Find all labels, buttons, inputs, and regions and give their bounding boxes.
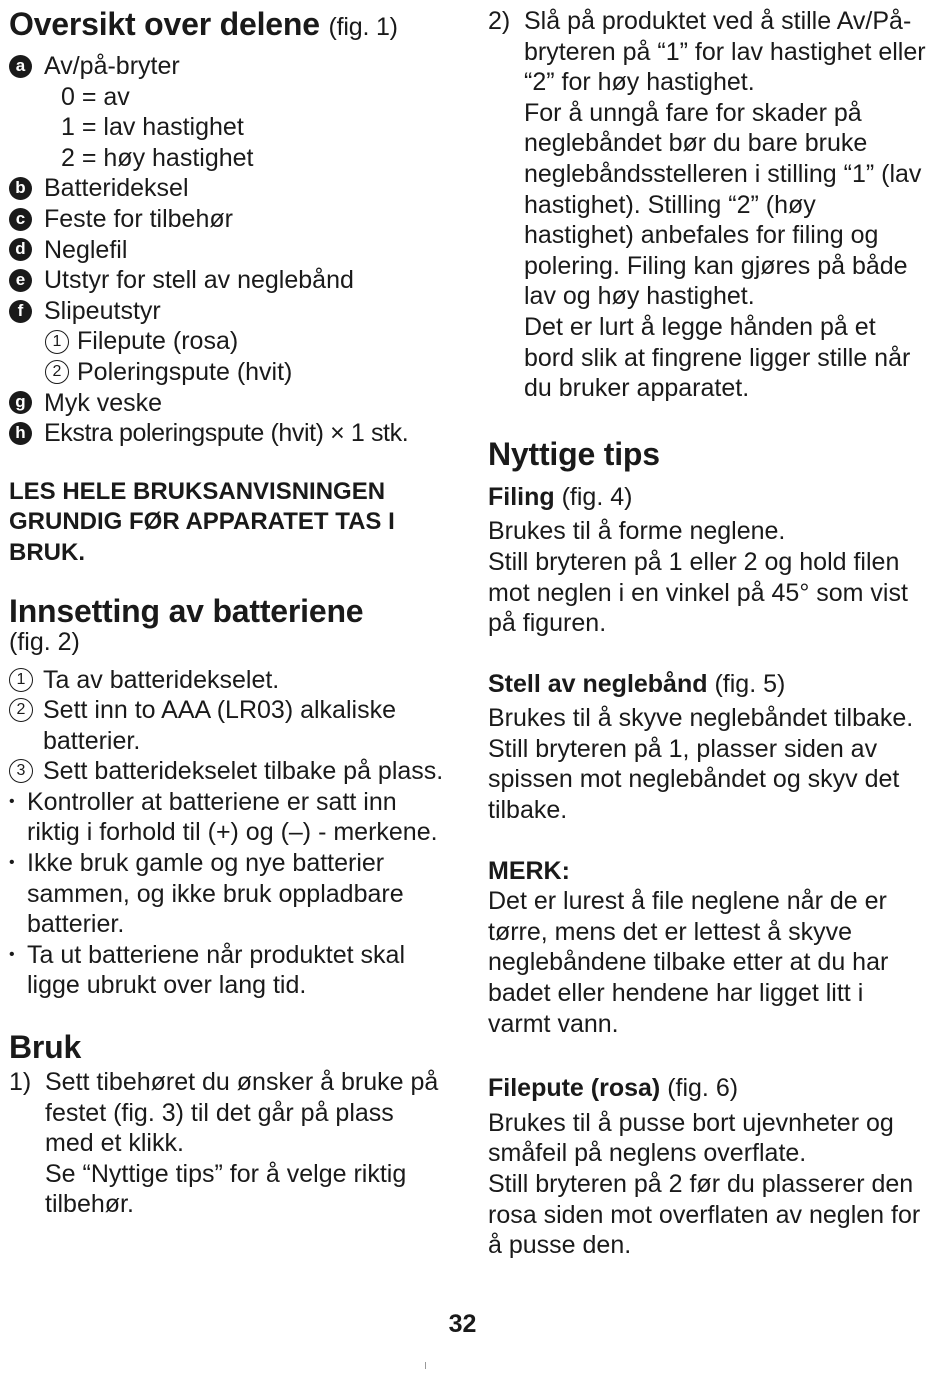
list-item: • Kontroller at batteriene er satt inn riktig i forhold til (+) og (–) - merkene. — [9, 787, 438, 847]
circled-number-icon: 2 — [9, 698, 33, 722]
part-item: a Av/på-bryter — [9, 51, 449, 82]
list-item: • Ta ut batteriene når produktet skal ligge ubrukt over lang tid. — [9, 940, 406, 1000]
badge-icon: d — [9, 238, 32, 261]
page-number: 32 — [448, 1310, 477, 1338]
use-step-2: 2) Slå på produktet ved å stille Av/På-bryteren på “1” for lav hastighet eller “2” for høy hastighet. For å unngå fare for skader på neglebåndet bør du bare bruke neglebåndsstelleren i stilling “1” (lav hastighet). Stilling “2” (høy hastighet) anbefales for filing og polering. Filing kan gjøres på både lav og høy hastighet. Det er lurt å legge hånden på et bord slik at fingrene ligger stille når du bruker apparatet. — [488, 7, 926, 403]
badge-icon: a — [9, 55, 32, 78]
pad-heading: Filepute (rosa) (fig. 6) — [488, 1074, 739, 1103]
list-item: • Ikke bruk gamle og nye batterier sammen, og ikke bruk oppladbare batterier. — [9, 849, 404, 939]
bullet-icon: • — [9, 854, 15, 872]
circled-number-icon: 1 — [45, 330, 69, 354]
circled-number-icon: 1 — [9, 668, 33, 692]
use-step-1: 1) Sett tibehøret du ønsker å bruke på festet (fig. 3) til det går på plass med et klikk. Se “Nyttige tips” for å velge riktig tilbehør. — [9, 1068, 439, 1219]
part-item: h Ekstra poleringspute (hvit) × 1 stk. — [9, 418, 449, 449]
part-item: f Slipeutstyr — [9, 296, 449, 327]
part-item: e Utstyr for stell av neglebånd — [9, 265, 449, 296]
sanding-item: 1 Filepute (rosa) — [9, 326, 449, 357]
badge-icon: b — [9, 177, 32, 200]
part-item: g Myk veske — [9, 388, 449, 419]
part-item: d Neglefil — [9, 235, 449, 266]
bullet-icon: • — [9, 945, 15, 963]
right-column — [488, 6, 928, 1261]
switch-position: 1 = lav hastighet — [61, 113, 244, 142]
note-text: Det er lurest å file neglene når de er tørre, mens det er lettest å skyve neglebåndene tilbake etter at du har badet eller hendene har ligget litt i varmt vann. — [488, 887, 889, 1038]
list-item: 1 Ta av batteridekselet. — [9, 665, 449, 696]
battery-steps — [9, 665, 449, 1002]
sanding-item: 2 Poleringspute (hvit) — [9, 357, 449, 388]
filing-text: Brukes til å forme neglene. Still bryteren på 1 eller 2 og hold filen mot neglen i en vinkel på 45° som vist på figuren. — [488, 517, 908, 638]
bullet-icon: • — [9, 792, 15, 810]
badge-icon: h — [9, 422, 32, 445]
part-item: b Batterideksel — [9, 173, 449, 204]
note-heading: MERK: — [488, 856, 570, 885]
badge-icon: g — [9, 391, 32, 414]
badge-icon: e — [9, 269, 32, 292]
pad-text: Brukes til å pusse bort ujevnheter og småfeil på neglens overflate. Still bryteren på 2 før du plasserer den rosa siden mot overflaten av neglen for å pusse den. — [488, 1108, 921, 1260]
badge-icon: f — [9, 300, 32, 323]
tips-heading: Nyttige tips — [488, 435, 660, 472]
parts-list — [9, 51, 449, 449]
cuticle-heading: Stell av neglebånd (fig. 5) — [488, 669, 786, 698]
filing-heading: Filing (fig. 4) — [488, 482, 633, 511]
list-item: 3 Sett batteridekselet tilbake på plass. — [9, 756, 449, 787]
batteries-heading: Innsetting av batteriene — [9, 592, 364, 629]
batteries-fig: (fig. 2) — [9, 627, 80, 656]
part-item: c Feste for tilbehør — [9, 204, 449, 235]
circled-number-icon: 3 — [9, 759, 33, 783]
warning-text: LES HELE BRUKSANVISNINGEN GRUNDIG FØR APPARATET TAS I BRUK. — [9, 477, 395, 566]
cuticle-text: Brukes til å skyve neglebåndet tilbake. Still bryteren på 1, plasser siden av spissen mot neglebåndet og skyv det tilbake. — [488, 704, 914, 825]
divider — [425, 1362, 426, 1369]
overview-heading: Oversikt over delene (fig. 1) — [9, 6, 398, 42]
switch-position: 2 = høy hastighet — [61, 143, 254, 172]
circled-number-icon: 2 — [45, 360, 69, 384]
list-item: 2 Sett inn to AAA (LR03) alkaliske batterier. — [9, 695, 449, 756]
badge-icon: c — [9, 208, 32, 231]
switch-position: 0 = av — [61, 82, 130, 111]
left-column — [9, 6, 449, 1220]
use-heading: Bruk — [9, 1029, 82, 1066]
